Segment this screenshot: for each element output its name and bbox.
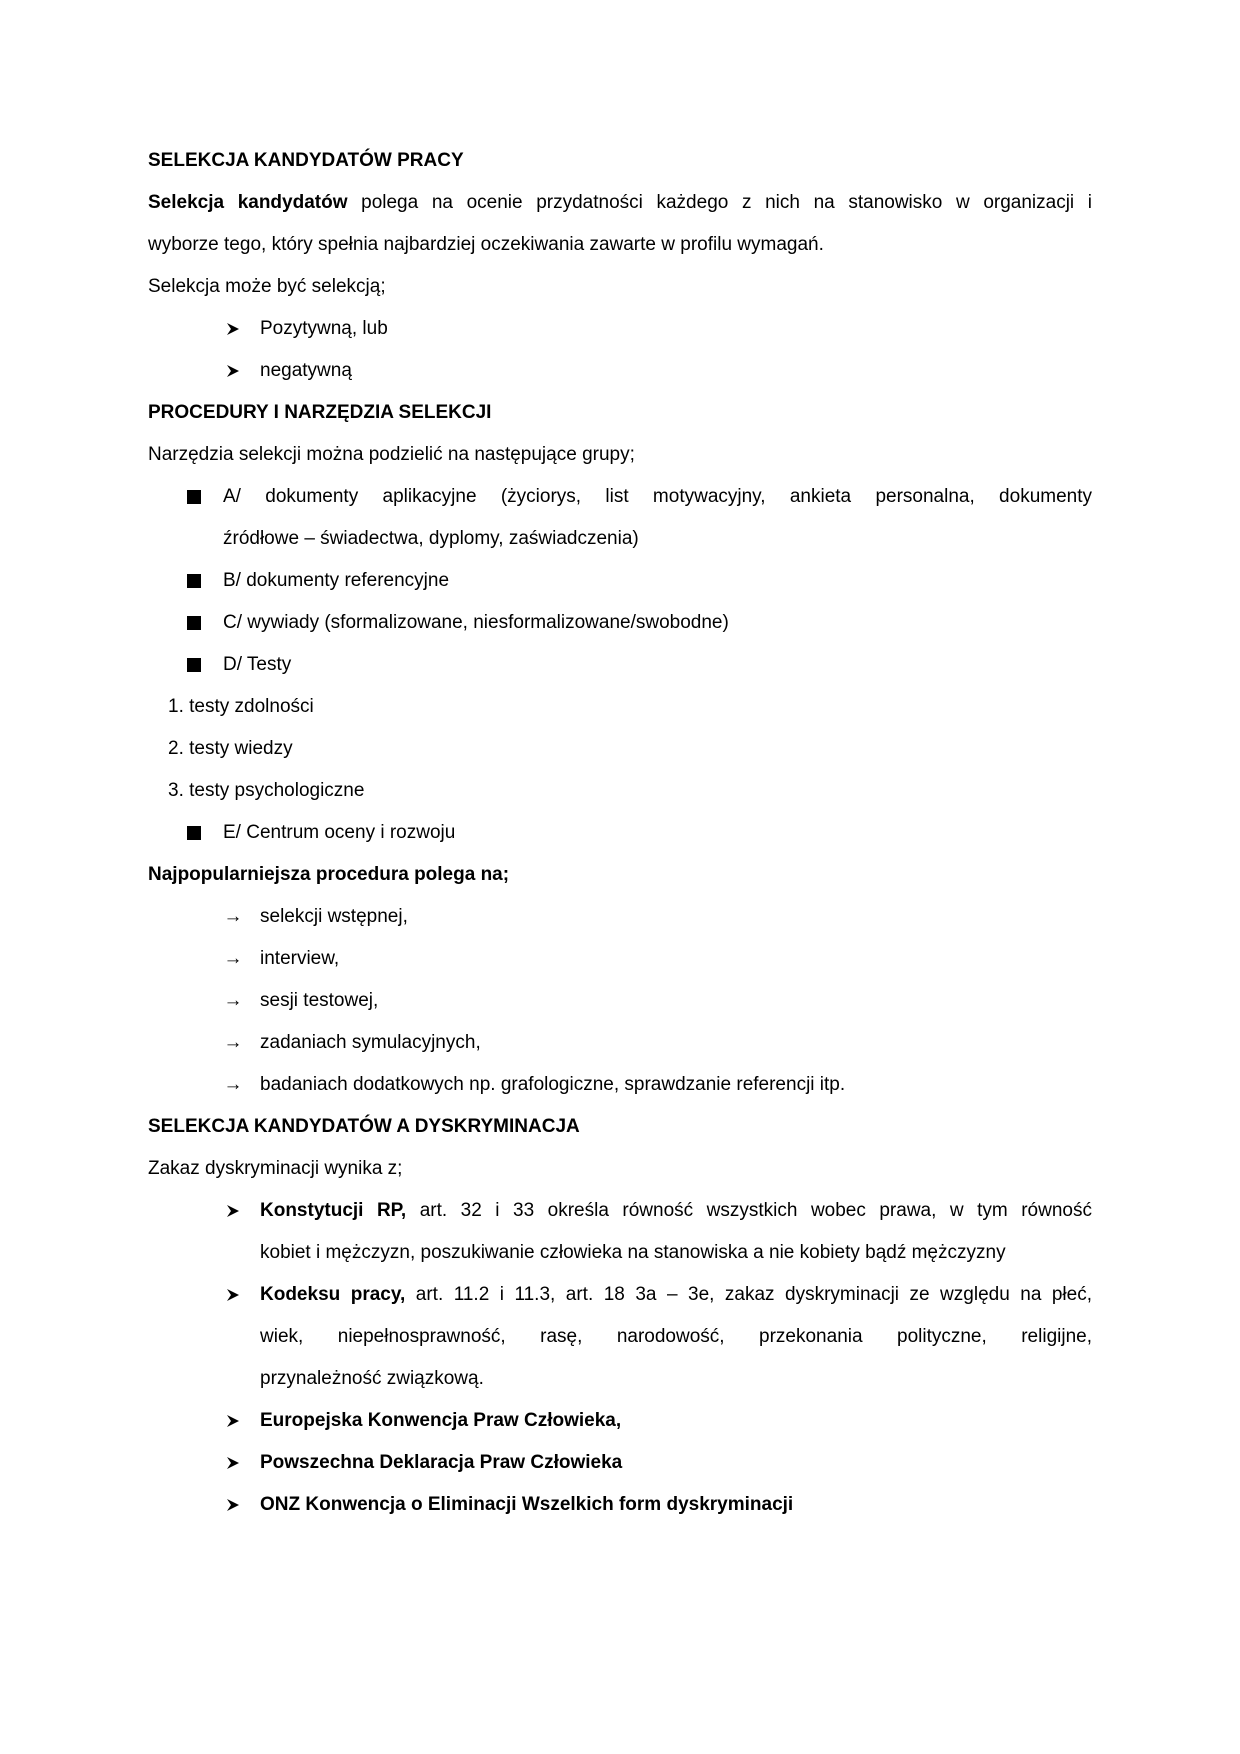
list-item-label: Pozytywną, lub xyxy=(260,318,388,339)
intro-line-2: wyborze tego, który spełnia najbardziej oczekiwania zawarte w profilu wymagań. xyxy=(148,234,824,255)
arrow-right-icon: → xyxy=(223,1074,243,1095)
intro-line-1-text: polega na ocenie przydatności każdego z nich na stanowisko w organizacji i xyxy=(347,192,1092,213)
konstytucja-line-1-text: art. 32 i 33 określa równość wszystkich wobec prawa, w tym równość xyxy=(406,1200,1092,1221)
square-bullet-icon xyxy=(187,574,201,588)
list-item xyxy=(148,1190,1092,1274)
list-item xyxy=(148,1442,1092,1484)
list-item-label: zadaniach symulacyjnych, xyxy=(260,1032,481,1053)
list-item xyxy=(148,812,1092,854)
tool-e: E/ Centrum oceny i rozwoju xyxy=(223,822,456,843)
chevron-bullet-icon xyxy=(223,1442,243,1484)
numbered-item: 1. testy zdolności xyxy=(168,696,314,717)
tool-c: C/ wywiady (sformalizowane, niesformalizowane/swobodne) xyxy=(223,612,729,633)
selection-types-intro: Selekcja może być selekcją; xyxy=(148,276,386,297)
arrow-right-icon: → xyxy=(223,906,243,927)
konstytucja-line-2: kobiet i mężczyzn, poszukiwanie człowieka na stanowiska a nie kobiety bądź mężczyzny xyxy=(260,1242,1006,1263)
list-item-label: sesji testowej, xyxy=(260,990,379,1011)
list-item xyxy=(148,602,1092,644)
square-bullet-icon xyxy=(187,826,201,840)
list-item-label: badaniach dodatkowych np. grafologiczne, sprawdzanie referencji itp. xyxy=(260,1074,846,1095)
square-bullet-icon xyxy=(187,658,201,672)
square-bullet-icon xyxy=(187,490,201,504)
list-item xyxy=(148,1484,1092,1526)
list-item xyxy=(148,350,1092,392)
konstytucja-line-1 xyxy=(260,1190,1092,1232)
numbered-item: 2. testy wiedzy xyxy=(168,738,293,759)
list-item-label: Powszechna Deklaracja Praw Człowieka xyxy=(260,1452,623,1473)
intro-bold-term: Selekcja kandydatów xyxy=(148,192,348,213)
kodeks-line-1-text: art. 11.2 i 11.3, art. 18 3a – 3e, zakaz dyskryminacji ze względu na płeć, xyxy=(405,1284,1092,1305)
chevron-bullet-icon xyxy=(223,1400,243,1442)
kodeks-bold: Kodeksu pracy, xyxy=(260,1284,406,1305)
intro-paragraph xyxy=(148,182,1092,266)
list-item-label: Europejska Konwencja Praw Człowieka, xyxy=(260,1410,622,1431)
chevron-bullet-icon xyxy=(223,1484,243,1526)
list-item xyxy=(148,476,1092,560)
heading-selekcja: SELEKCJA KANDYDATÓW PRACY xyxy=(148,150,464,171)
document-body xyxy=(148,140,1092,1526)
arrow-right-icon: → xyxy=(223,948,243,969)
list-item-label: negatywną xyxy=(260,360,352,381)
tool-b: B/ dokumenty referencyjne xyxy=(223,570,450,591)
chevron-bullet-icon xyxy=(223,1190,243,1232)
kodeks-line-3: przynależność związkową. xyxy=(260,1368,484,1389)
chevron-bullet-icon xyxy=(223,1274,243,1316)
numbered-item: 3. testy psychologiczne xyxy=(168,780,365,801)
kodeks-line-1 xyxy=(260,1274,1092,1316)
tool-a-line-1: A/ dokumenty aplikacyjne (życiorys, list motywacyjny, ankieta personalna, dokumenty xyxy=(223,486,1092,507)
list-item xyxy=(148,1022,1092,1064)
list-item-label: ONZ Konwencja o Eliminacji Wszelkich form dyskryminacji xyxy=(260,1494,794,1515)
heading-dyskryminacja: SELEKCJA KANDYDATÓW A DYSKRYMINACJA xyxy=(148,1116,580,1137)
discrimination-intro: Zakaz dyskryminacji wynika z; xyxy=(148,1158,403,1179)
list-item xyxy=(148,308,1092,350)
list-item xyxy=(148,938,1092,980)
chevron-bullet-icon xyxy=(223,350,243,392)
heading-procedury: PROCEDURY I NARZĘDZIA SELEKCJI xyxy=(148,402,492,423)
tools-intro: Narzędzia selekcji można podzielić na następujące grupy; xyxy=(148,444,635,465)
list-item-label: selekcji wstępnej, xyxy=(260,906,408,927)
intro-line-1 xyxy=(148,182,1092,224)
chevron-bullet-icon xyxy=(223,308,243,350)
list-item xyxy=(148,1064,1092,1106)
square-bullet-icon xyxy=(187,616,201,630)
tool-d: D/ Testy xyxy=(223,654,292,675)
arrow-right-icon: → xyxy=(223,1032,243,1053)
list-item xyxy=(148,1400,1092,1442)
kodeks-line-2: wiek, niepełnosprawność, rasę, narodowość, przekonania polityczne, religijne, xyxy=(260,1326,1092,1347)
list-item xyxy=(148,980,1092,1022)
konstytucja-bold: Konstytucji RP, xyxy=(260,1200,407,1221)
list-item xyxy=(148,1274,1092,1400)
list-item xyxy=(148,644,1092,686)
list-item xyxy=(148,560,1092,602)
heading-popular-procedure: Najpopularniejsza procedura polega na; xyxy=(148,864,510,885)
tool-a-line-2: źródłowe – świadectwa, dyplomy, zaświadczenia) xyxy=(223,528,639,549)
arrow-right-icon: → xyxy=(223,990,243,1011)
list-item xyxy=(148,896,1092,938)
list-item-label: interview, xyxy=(260,948,340,969)
